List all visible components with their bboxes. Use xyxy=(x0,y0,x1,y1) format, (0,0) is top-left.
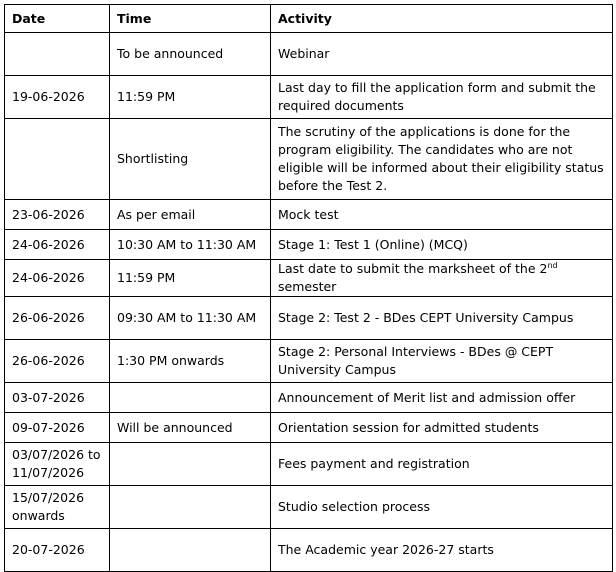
table-header-row xyxy=(5,5,613,33)
activity-cell: Orientation session for admitted students xyxy=(271,413,613,443)
table-row xyxy=(5,230,613,260)
time-cell xyxy=(110,383,271,413)
activity-cell xyxy=(271,260,613,297)
date-cell: 09-07-2026 xyxy=(5,413,110,443)
time-cell: As per email xyxy=(110,200,271,230)
table-row xyxy=(5,383,613,413)
table-row xyxy=(5,297,613,340)
date-cell: 24-06-2026 xyxy=(5,260,110,297)
header-time: Time xyxy=(110,5,271,33)
date-cell: 03-07-2026 xyxy=(5,383,110,413)
time-cell xyxy=(110,443,271,486)
table-row xyxy=(5,529,613,572)
time-cell: 11:59 PM xyxy=(110,76,271,119)
header-activity: Activity xyxy=(271,5,613,33)
table-row xyxy=(5,443,613,486)
table-row xyxy=(5,119,613,200)
table-row xyxy=(5,76,613,119)
activity-cell: Last day to fill the application form and submit the required documents xyxy=(271,76,613,119)
date-cell xyxy=(5,119,110,200)
activity-cell: Announcement of Merit list and admission offer xyxy=(271,383,613,413)
date-cell: 19-06-2026 xyxy=(5,76,110,119)
date-cell xyxy=(5,33,110,76)
time-cell: 10:30 AM to 11:30 AM xyxy=(110,230,271,260)
header-date: Date xyxy=(5,5,110,33)
date-cell: 23-06-2026 xyxy=(5,200,110,230)
time-cell xyxy=(110,529,271,572)
date-cell: 15/07/2026 onwards xyxy=(5,486,110,529)
activity-cell: The Academic year 2026-27 starts xyxy=(271,529,613,572)
activity-cell: Mock test xyxy=(271,200,613,230)
table-row xyxy=(5,413,613,443)
date-cell: 20-07-2026 xyxy=(5,529,110,572)
schedule-table xyxy=(4,4,613,572)
activity-cell: The scrutiny of the applications is done for the program eligibility. The candidates who are not eligible will be informed about their eligibility status before the Test 2. xyxy=(271,119,613,200)
activity-text-tail: semester xyxy=(278,279,337,294)
activity-cell: Studio selection process xyxy=(271,486,613,529)
date-cell: 26-06-2026 xyxy=(5,297,110,340)
time-cell: 09:30 AM to 11:30 AM xyxy=(110,297,271,340)
date-cell: 03/07/2026 to 11/07/2026 xyxy=(5,443,110,486)
time-cell: Shortlisting xyxy=(110,119,271,200)
activity-cell: Stage 2: Personal Interviews - BDes @ CEPT University Campus xyxy=(271,340,613,383)
table-row xyxy=(5,486,613,529)
table-row xyxy=(5,33,613,76)
table-row xyxy=(5,200,613,230)
activity-cell: Fees payment and registration xyxy=(271,443,613,486)
date-cell: 24-06-2026 xyxy=(5,230,110,260)
activity-text: Last date to submit the marksheet of the 2 xyxy=(278,261,548,276)
time-cell: To be announced xyxy=(110,33,271,76)
time-cell xyxy=(110,486,271,529)
time-cell: 1:30 PM onwards xyxy=(110,340,271,383)
activity-cell: Stage 1: Test 1 (Online) (MCQ) xyxy=(271,230,613,260)
ordinal-suffix: nd xyxy=(547,260,558,270)
activity-cell: Webinar xyxy=(271,33,613,76)
time-cell: 11:59 PM xyxy=(110,260,271,297)
date-cell: 26-06-2026 xyxy=(5,340,110,383)
table-row xyxy=(5,260,613,297)
table-row xyxy=(5,340,613,383)
activity-cell: Stage 2: Test 2 - BDes CEPT University Campus xyxy=(271,297,613,340)
time-cell: Will be announced xyxy=(110,413,271,443)
